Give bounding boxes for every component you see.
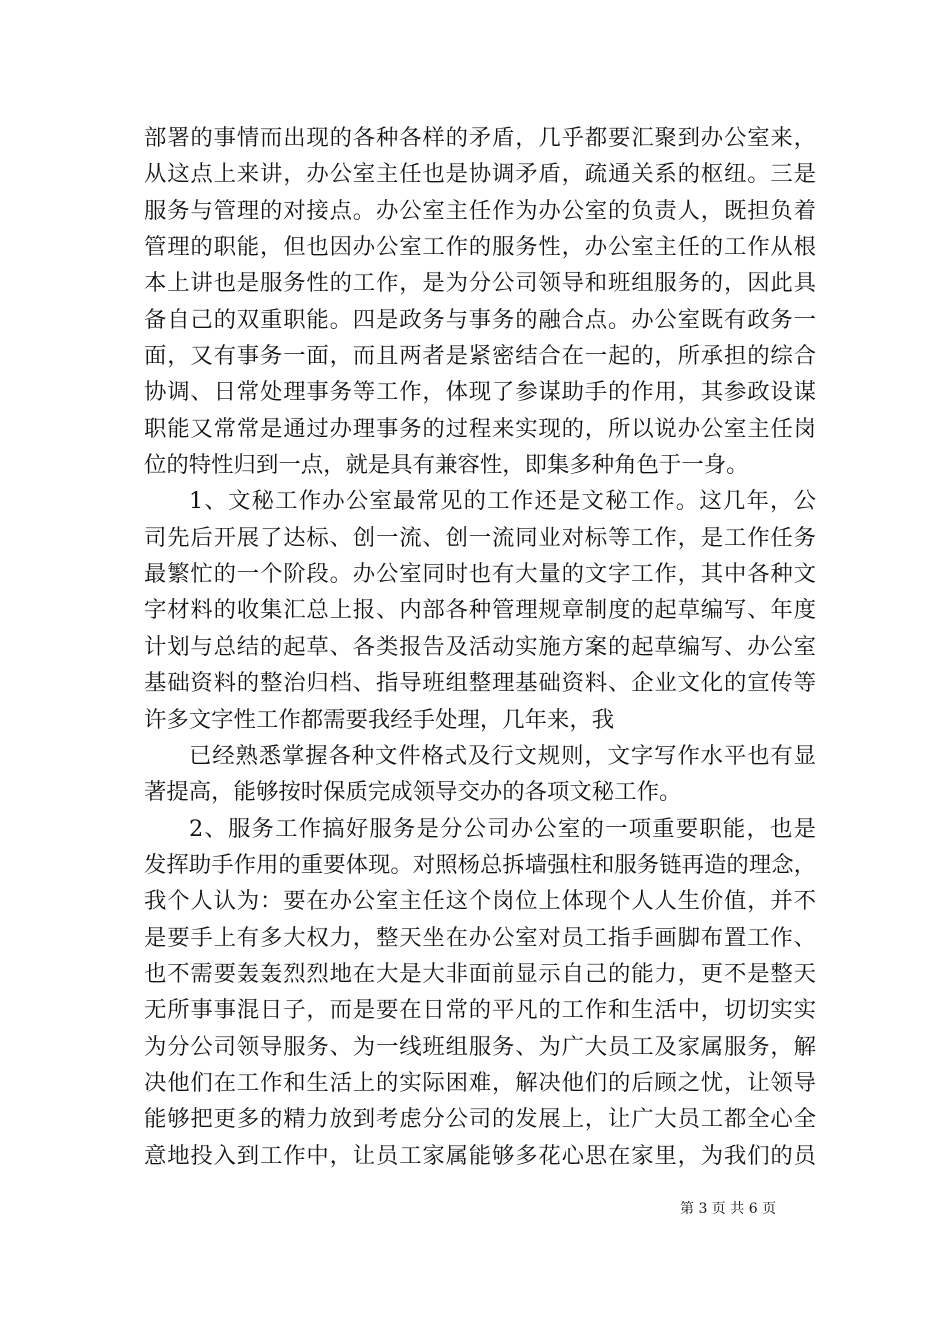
text-line: 基础资料的整治归档、指导班组整理基础资料、企业文化的宣传等 — [144, 670, 816, 697]
text-line: 是要手上有多大权力，整天坐在办公室对员工指手画脚布置工作、 — [144, 924, 816, 951]
text-line: 我个人认为：要在办公室主任这个岗位上体现个人人生价值，并不 — [144, 888, 816, 915]
text-line: 无所事事混日子，而是要在日常的平凡的工作和生活中，切切实实 — [144, 997, 816, 1024]
text-line: 最繁忙的一个阶段。办公室同时也有大量的文字工作，其中各种文 — [144, 561, 816, 588]
text-line: 服务与管理的对接点。办公室主任作为办公室的负责人，既担负着 — [144, 197, 816, 224]
text-line: 著提高，能够按时保质完成领导交办的各项文秘工作。 — [144, 779, 682, 806]
page-number: 第 3 页 共 6 页 — [680, 1201, 777, 1217]
text-line: 决他们在工作和生活上的实际困难，解决他们的后顾之忧，让领导 — [144, 1069, 816, 1096]
paragraph-first-line: 2、服务工作搞好服务是分公司办公室的一项重要职能，也是 — [189, 815, 816, 842]
text-line: 部署的事情而出现的各种各样的矛盾，几乎都要汇聚到办公室来， — [144, 125, 816, 151]
text-line: 发挥助手作用的重要体现。对照杨总拆墙强柱和服务链再造的理念， — [144, 851, 816, 878]
document-body — [144, 120, 816, 1174]
text-line: 位的特性归到一点，就是具有兼容性，即集多种角色于一身。 — [144, 452, 749, 479]
text-line: 管理的职能，但也因办公室工作的服务性，办公室主任的工作从根 — [144, 234, 816, 261]
text-line: 许多文字性工作都需要我经手处理，几年来，我 — [144, 706, 615, 733]
text-line: 协调、日常处理事务等工作，体现了参谋助手的作用，其参政设谋 — [144, 379, 816, 406]
text-line: 备自己的双重职能。四是政务与事务的融合点。办公室既有政务一 — [144, 306, 816, 333]
text-line: 能够把更多的精力放到考虑分公司的发展上，让广大员工都全心全 — [144, 1106, 816, 1133]
text-line: 为分公司领导服务、为一线班组服务、为广大员工及家属服务，解 — [144, 1033, 816, 1060]
text-line: 计划与总结的起草、各类报告及活动实施方案的起草编写、办公室 — [144, 633, 816, 660]
text-line: 也不需要轰轰烈烈地在大是大非面前显示自己的能力，更不是整天 — [144, 960, 816, 987]
text-line: 意地投入到工作中，让员工家属能够多花心思在家里，为我们的员 — [144, 1142, 816, 1169]
text-line: 本上讲也是服务性的工作，是为分公司领导和班组服务的，因此具 — [144, 270, 816, 297]
text-line: 面，又有事务一面，而且两者是紧密结合在一起的，所承担的综合 — [144, 343, 816, 370]
paragraph-first-line: 1、文秘工作办公室最常见的工作还是文秘工作。这几年，公 — [189, 488, 816, 515]
text-line: 字材料的收集汇总上报、内部各种管理规章制度的起草编写、年度 — [144, 597, 816, 624]
text-line: 司先后开展了达标、创一流、创一流同业对标等工作，是工作任务 — [144, 524, 816, 551]
text-line: 职能又常常是通过办理事务的过程来实现的，所以说办公室主任岗 — [144, 415, 816, 442]
paragraph-first-line: 已经熟悉掌握各种文件格式及行文规则，文字写作水平也有显 — [189, 742, 816, 769]
text-line: 从这点上来讲，办公室主任也是协调矛盾，疏通关系的枢纽。三是 — [144, 161, 816, 188]
